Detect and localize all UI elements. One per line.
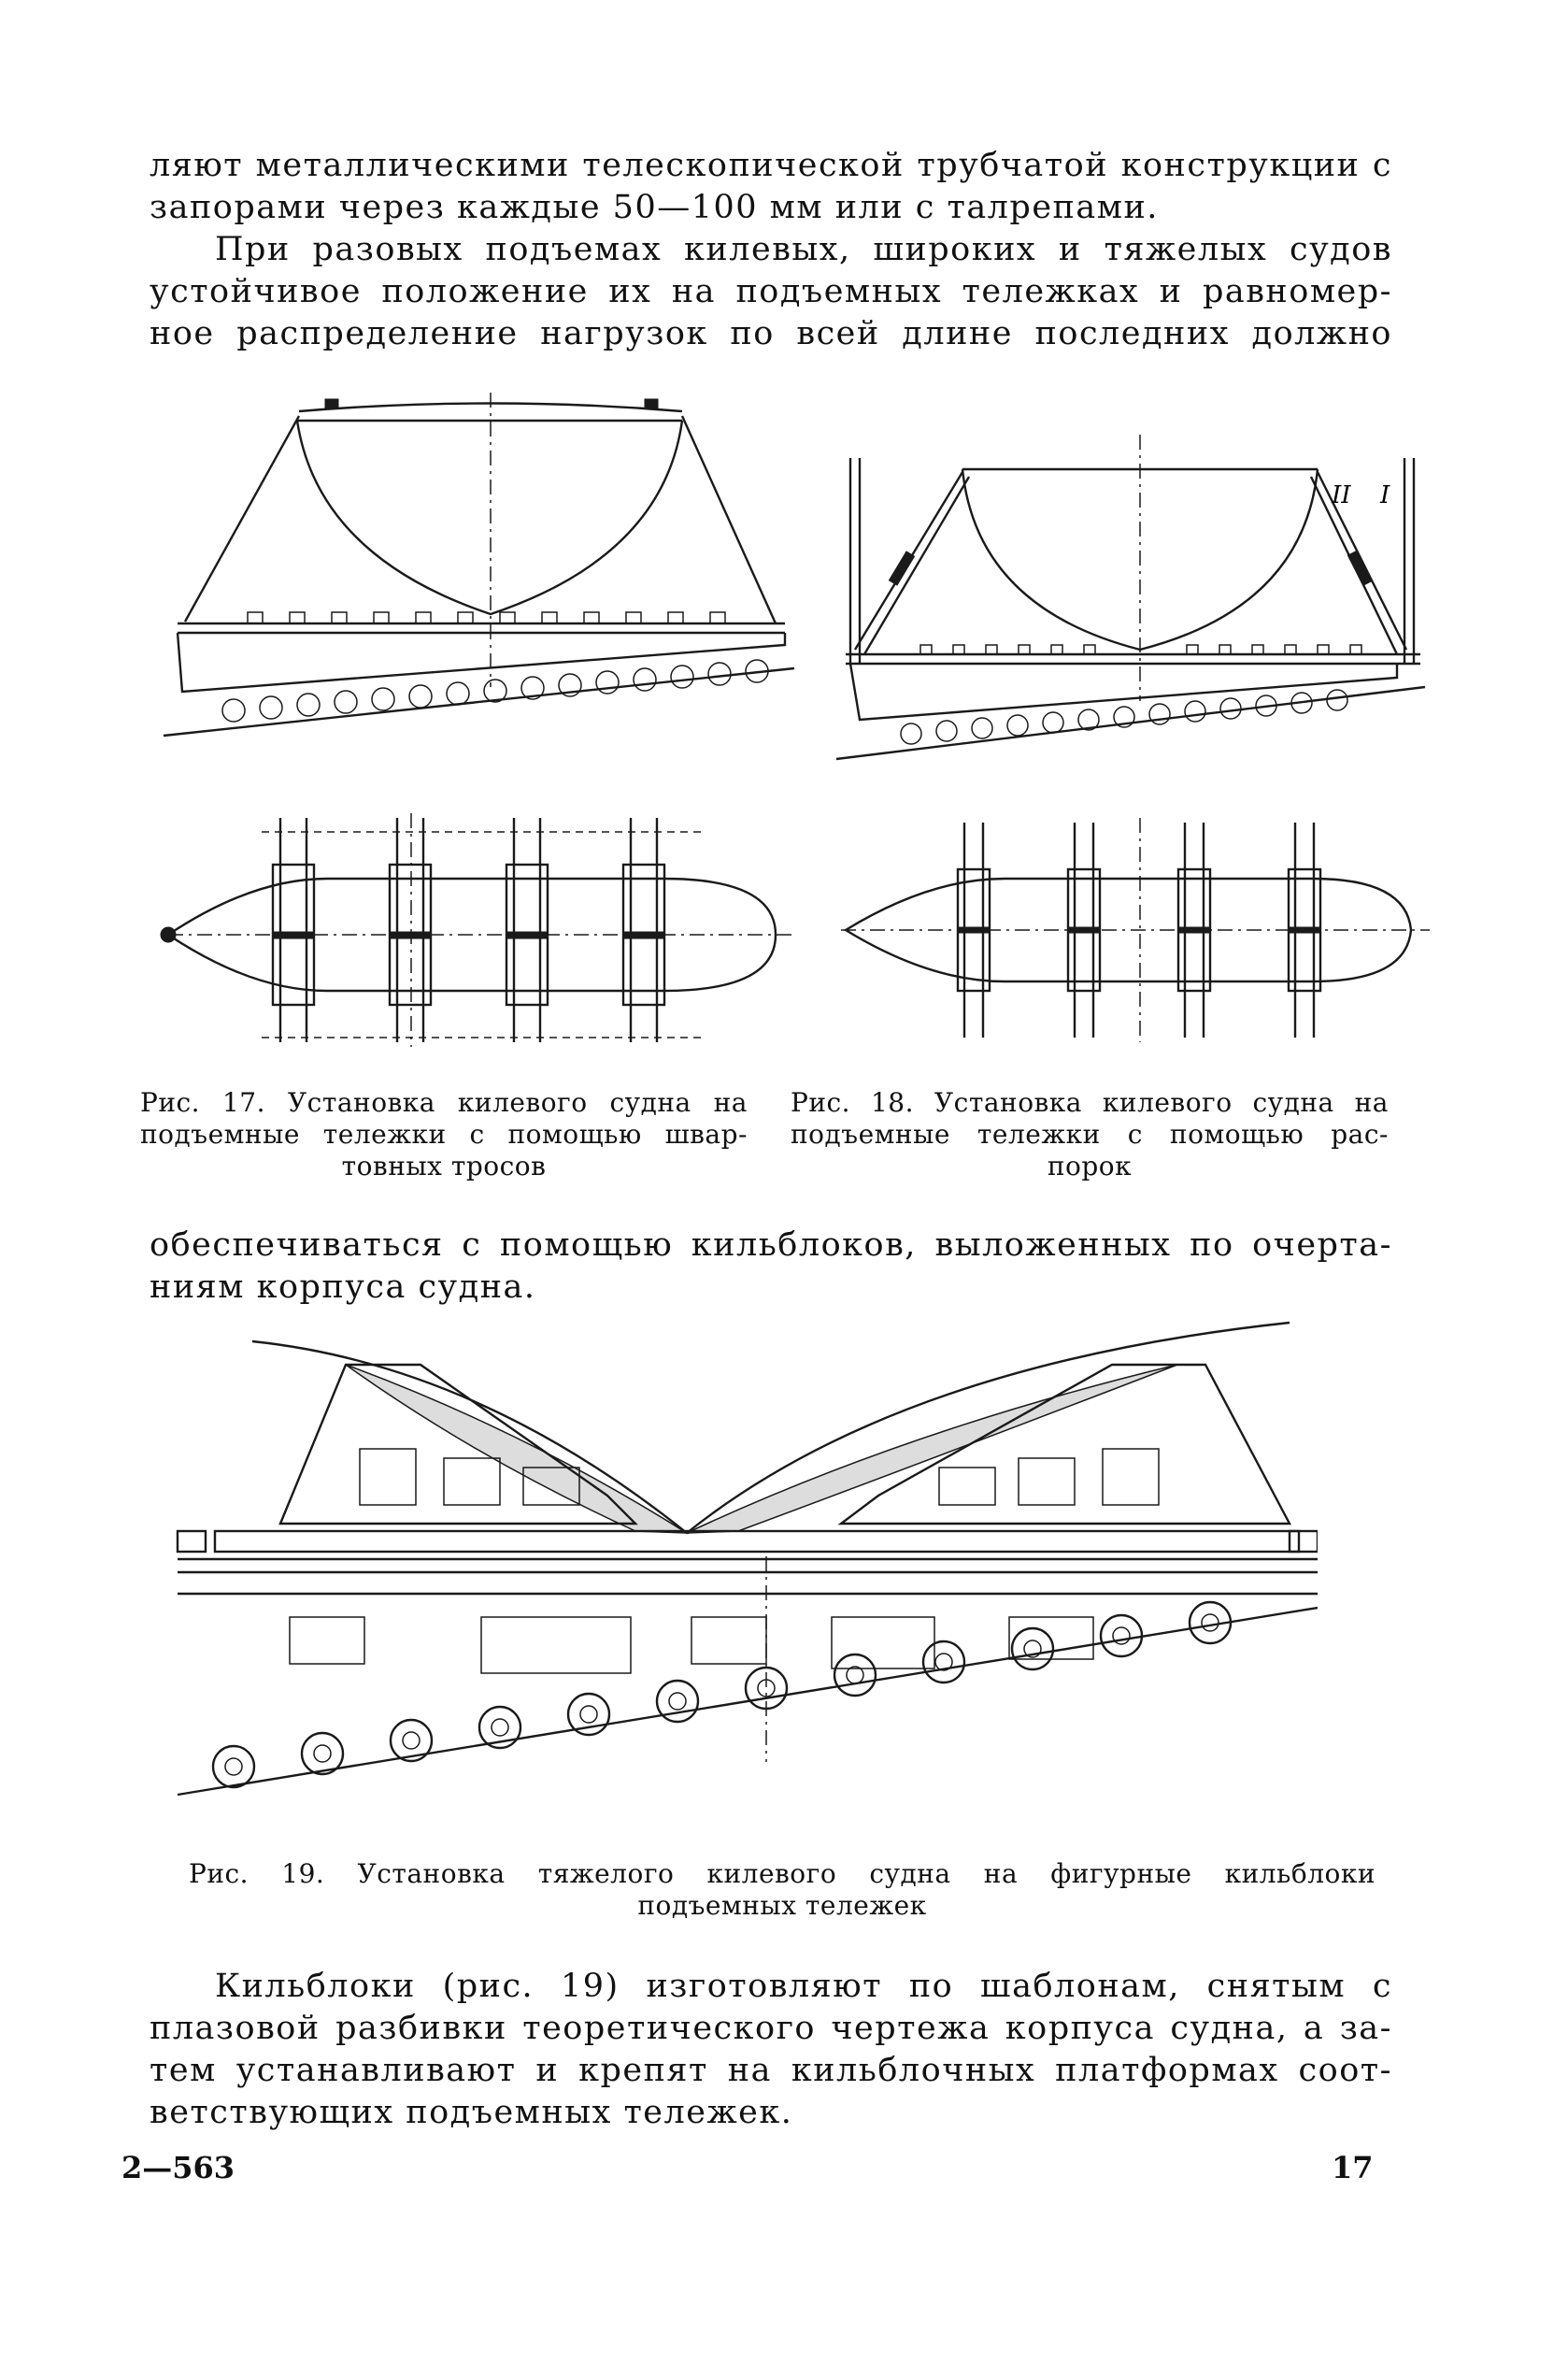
figure-17-caption (140, 1087, 748, 1182)
end-block-right (1290, 1531, 1318, 1552)
keel-blocks (248, 612, 725, 623)
caption-line: Рис. 18. Установка килевого судна на (791, 1087, 1389, 1118)
hull-section (297, 421, 682, 614)
figure-17-drawing (140, 388, 813, 1052)
trolley-wheels (222, 660, 768, 722)
figure-18-caption (791, 1087, 1389, 1182)
text-line: ветствующих подъемных тележек. (150, 2094, 793, 2131)
end-block-left (178, 1531, 206, 1552)
text-line: тем устанавливают и крепят на кильблочных платформах соот- (150, 2052, 1392, 2089)
trolley-plan-columns (273, 818, 664, 1042)
text-line: ниям корпуса судна. (150, 1268, 536, 1306)
caption-line: товных тросов (341, 1151, 547, 1182)
caption-line: подъемных тележек (637, 1890, 927, 1921)
caption-line: Рис. 19. Установка тяжелого килевого судна на фигурные кильблоки (189, 1858, 1376, 1889)
text-line: устойчивое положение их на подъемных тележках и равномер- (150, 273, 1392, 310)
figure-18-drawing (827, 430, 1434, 1052)
caption-line: порок (1047, 1151, 1133, 1182)
page-number: 17 (1332, 2150, 1374, 2185)
text-line: При разовых подъемах килевых, широких и тяжелых судов (215, 231, 1392, 268)
paragraph-continuation (150, 145, 1392, 229)
slipway-rail (164, 668, 794, 736)
keel-block-platform (215, 1531, 1299, 1552)
trolley-frame (850, 664, 1397, 720)
trolley-wheels (213, 1602, 1231, 1787)
figure-19-caption (189, 1858, 1376, 1922)
figure-19-drawing (168, 1318, 1318, 1823)
caption-line: подъемные тележки с помощью швар- (140, 1119, 748, 1150)
mooring-rope-left (185, 416, 299, 622)
anchor-point (161, 927, 176, 942)
text-line: обеспечиваться с помощью кильблоков, выложенных по очерта- (150, 1226, 1392, 1264)
text-line: плазовой разбивки теоретического чертежа корпуса судна, а за- (150, 2010, 1392, 2047)
paragraph-heavy-ships (150, 229, 1392, 355)
trolley-frame (178, 633, 785, 692)
cable-clamp (645, 399, 658, 408)
paragraph-keel-blocks-intro (150, 1224, 1392, 1309)
text-line: ное распределение нагрузок по всей длине последних должно (150, 315, 1392, 352)
slipway-rail (178, 1608, 1318, 1795)
text-line: Кильблоки (рис. 19) изготовляют по шаблонам, снятым с (215, 1968, 1392, 2005)
printer-signature: 2—563 (121, 2150, 235, 2185)
cable-clamp (325, 399, 338, 408)
paragraph-keel-blocks-templates (150, 1966, 1392, 2134)
label-II: II (1332, 481, 1351, 509)
mooring-rope-right (682, 416, 776, 623)
text-line: ляют металлическими телескопической трубчатой конструкции с (150, 147, 1392, 184)
caption-line: подъемные тележки с помощью рас- (791, 1119, 1389, 1150)
spreader-struts (855, 472, 1406, 654)
label-I: I (1380, 481, 1390, 509)
side-posts (850, 458, 1414, 664)
caption-line: Рис. 17. Установка килевого судна на (140, 1087, 748, 1118)
text-line: запорами через каждые 50—100 мм или с талрепами. (150, 189, 1159, 226)
